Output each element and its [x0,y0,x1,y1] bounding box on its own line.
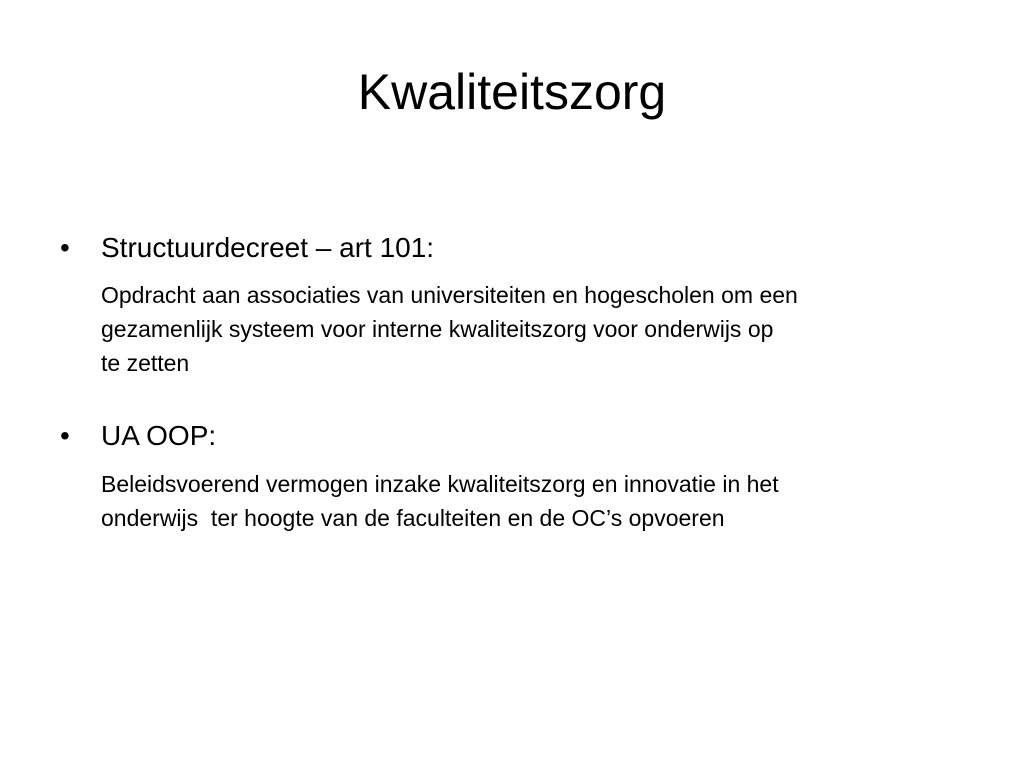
bullet-body-line: gezamenlijk systeem voor interne kwaliteitszorg voor onderwijs op [101,316,774,343]
bullet-heading: UA OOP: [101,420,217,452]
bullet-body [101,467,981,535]
bullet-item-structuurdecreet [60,230,980,380]
slide-title: Kwaliteitszorg [357,64,667,120]
bullet-body-line: te zetten [101,350,190,377]
bullet-body-line: Beleidsvoerend vermogen inzake kwaliteitszorg en innovatie in het [101,470,779,497]
slide-content [60,230,980,535]
bullet-icon: • [60,232,70,263]
bullet-body [101,278,981,380]
bullet-heading: Structuurdecreet – art 101: [101,232,435,263]
bullet-body-line: onderwijs ter hoogte van de faculteiten en de OC’s opvoeren [101,504,725,531]
bullet-icon: • [60,420,70,452]
bullet-body-line: Opdracht aan associaties van universiteiten en hogescholen om een [101,282,798,309]
bullet-heading-row [60,418,980,454]
bullet-item-ua-oop [60,418,980,534]
bullet-heading-row [60,230,980,266]
